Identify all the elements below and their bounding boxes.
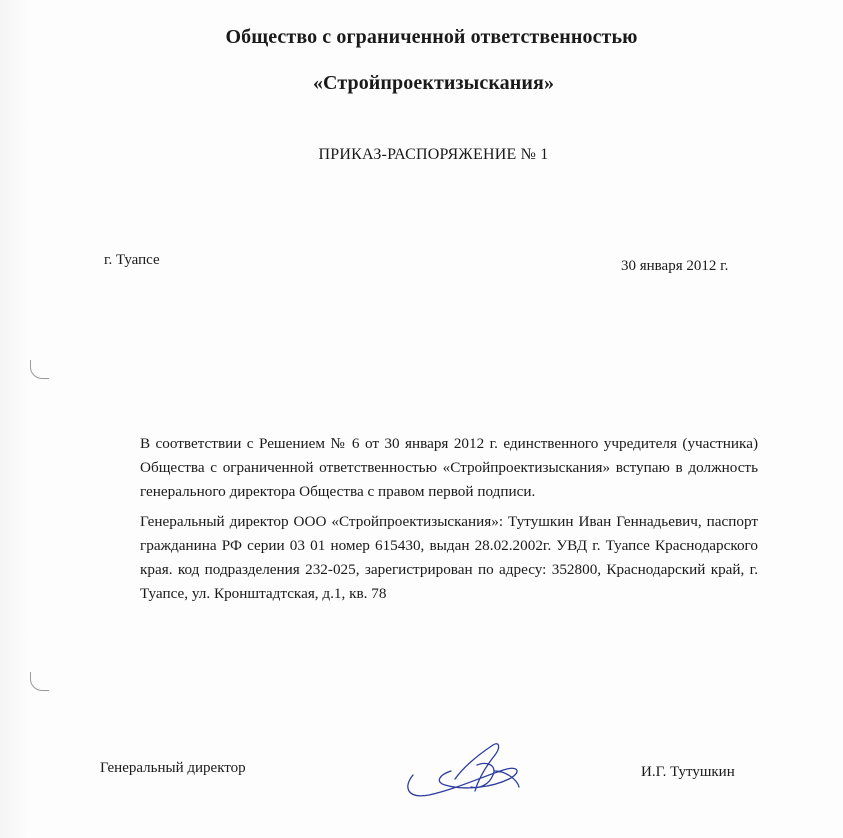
document-date: 30 января 2012 г. bbox=[621, 258, 729, 274]
city: г. Туапсе bbox=[104, 252, 160, 268]
organization-name-line-2: «Стройпроектизыскания» bbox=[312, 72, 555, 94]
signature-position-title: Генеральный директор bbox=[100, 760, 246, 776]
organization-name-line-1: Общество с ограниченной ответственностью bbox=[225, 26, 638, 48]
punch-hole-mark bbox=[30, 360, 49, 379]
body-paragraph-appointment: В соответствии с Решением № 6 от 30 января 2012 г. единственного учредителя (участника) Общества с ограниченной ответственностью «Стройпроектизыскания» вступаю в должность генерального директора Общества с правом первой подписи. bbox=[140, 435, 758, 500]
punch-hole-mark bbox=[30, 672, 49, 691]
body-paragraph-director-details: Генеральный директор ООО «Стройпроектизыскания»: Тутушкин Иван Геннадьевич, паспорт гражданина РФ серии 03 01 номер 615430, выдан 28.02.2002г. УВД г. Туапсе Краснодарского края. код подразделения 232-025, зарегистрирован по адресу: 352800, Краснодарский край, г. Туапсе, ул. Кронштадтская, д.1, кв. 78 bbox=[140, 513, 758, 602]
order-title: ПРИКАЗ-РАСПОРЯЖЕНИЕ № 1 bbox=[318, 146, 549, 163]
handwritten-signature bbox=[395, 735, 535, 805]
signatory-name: И.Г. Тутушкин bbox=[641, 764, 735, 780]
scan-edge-shadow bbox=[0, 0, 28, 838]
